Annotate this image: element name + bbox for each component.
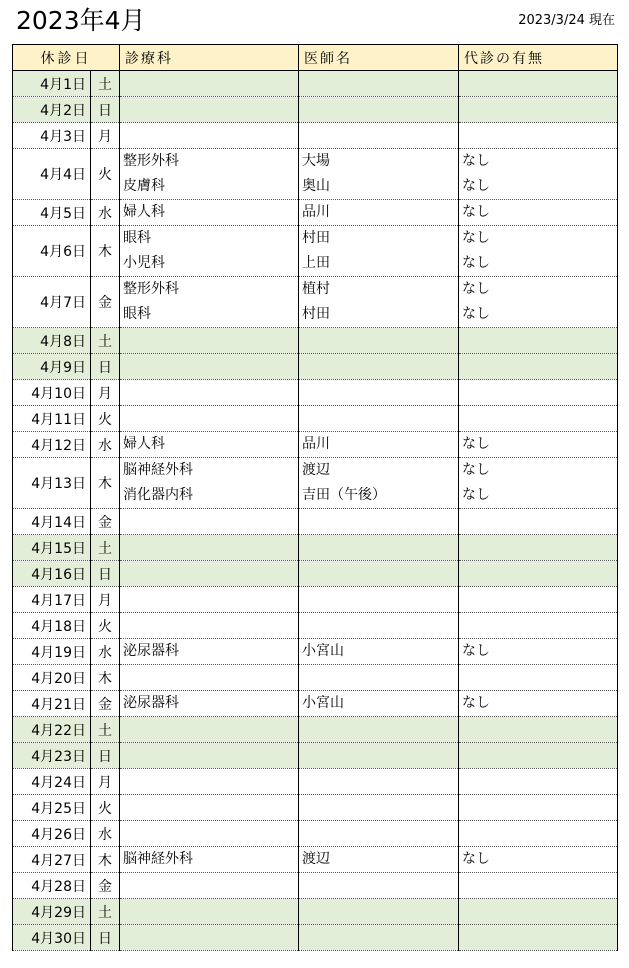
doctor-cell [299, 873, 459, 899]
table-row [13, 639, 618, 665]
department-name: 皮膚科 [123, 178, 165, 194]
substitute-cell [459, 769, 618, 795]
department-name: 消化器内科 [123, 487, 193, 503]
department-cell [120, 509, 299, 535]
table-row [13, 123, 618, 149]
substitute-cell [459, 613, 618, 639]
substitute-status: なし [462, 255, 490, 271]
doctor-cell [299, 561, 459, 587]
department-cell [120, 743, 299, 769]
weekday-cell: 月 [91, 123, 120, 149]
date-cell: 4月21日 [13, 691, 91, 717]
page-title: 2023年4月 [16, 6, 146, 35]
doctor-cell [299, 665, 459, 691]
substitute-status: なし [462, 436, 490, 452]
date-cell: 4月24日 [13, 769, 91, 795]
date-cell: 4月2日 [13, 97, 91, 123]
doctor-cell [299, 535, 459, 561]
table-row [13, 509, 618, 535]
department-name: 眼科 [123, 230, 151, 246]
substitute-cell [459, 354, 618, 380]
table-row [13, 873, 618, 899]
weekday-cell: 火 [91, 613, 120, 639]
department-name: 整形外科 [123, 281, 179, 297]
table-row [13, 769, 618, 795]
weekday-cell: 土 [91, 328, 120, 354]
doctor-cell [299, 743, 459, 769]
table-row [13, 561, 618, 587]
doctor-cell [299, 123, 459, 149]
table-row [13, 587, 618, 613]
doctor-cell [299, 380, 459, 406]
substitute-status: なし [462, 462, 490, 478]
weekday-cell: 火 [91, 406, 120, 432]
doctor-cell [299, 795, 459, 821]
date-cell: 4月29日 [13, 899, 91, 925]
weekday-cell: 日 [91, 925, 120, 951]
table-row [13, 925, 618, 951]
date-cell: 4月14日 [13, 509, 91, 535]
doctor-cell [299, 71, 459, 97]
department-name: 脳神経外科 [123, 462, 193, 478]
date-cell: 4月17日 [13, 587, 91, 613]
weekday-cell: 月 [91, 587, 120, 613]
date-cell: 4月3日 [13, 123, 91, 149]
department-cell [120, 691, 299, 717]
table-row [13, 432, 618, 458]
substitute-cell [459, 847, 618, 873]
date-cell: 4月5日 [13, 200, 91, 226]
doctor-cell [299, 432, 459, 458]
table-header-row [13, 45, 618, 71]
substitute-cell [459, 587, 618, 613]
substitute-cell [459, 97, 618, 123]
header-substitute: 代診の有無 [459, 45, 618, 71]
doctor-name: 小宮山 [302, 695, 344, 711]
department-name: 泌尿器科 [123, 695, 179, 711]
table-row [13, 200, 618, 226]
date-cell: 4月30日 [13, 925, 91, 951]
doctor-cell [299, 769, 459, 795]
department-cell [120, 380, 299, 406]
department-name: 婦人科 [123, 436, 165, 452]
doctor-cell [299, 200, 459, 226]
weekday-cell: 木 [91, 458, 120, 509]
date-cell: 4月10日 [13, 380, 91, 406]
weekday-cell: 日 [91, 354, 120, 380]
table-row [13, 354, 618, 380]
substitute-status: なし [462, 281, 490, 297]
date-cell: 4月27日 [13, 847, 91, 873]
weekday-cell: 日 [91, 743, 120, 769]
table-row [13, 847, 618, 873]
doctor-name: 品川 [302, 204, 330, 220]
table-row [13, 743, 618, 769]
substitute-status: なし [462, 153, 490, 169]
date-cell: 4月25日 [13, 795, 91, 821]
substitute-status: なし [462, 306, 490, 322]
weekday-cell: 火 [91, 149, 120, 200]
department-cell [120, 97, 299, 123]
department-cell [120, 535, 299, 561]
doctor-cell [299, 691, 459, 717]
weekday-cell: 日 [91, 561, 120, 587]
table-row [13, 691, 618, 717]
date-cell: 4月12日 [13, 432, 91, 458]
table-row [13, 821, 618, 847]
date-cell: 4月26日 [13, 821, 91, 847]
weekday-cell: 金 [91, 873, 120, 899]
doctor-cell [299, 899, 459, 925]
doctor-cell [299, 277, 459, 328]
weekday-cell: 土 [91, 71, 120, 97]
substitute-status: なし [462, 204, 490, 220]
substitute-cell [459, 535, 618, 561]
doctor-cell [299, 925, 459, 951]
substitute-cell [459, 925, 618, 951]
doctor-name: 上田 [302, 255, 330, 271]
as-of-date: 2023/3/24 現在 [518, 13, 615, 28]
weekday-cell: 水 [91, 821, 120, 847]
substitute-cell [459, 406, 618, 432]
department-cell [120, 354, 299, 380]
weekday-cell: 水 [91, 200, 120, 226]
substitute-status: なし [462, 178, 490, 194]
substitute-cell [459, 821, 618, 847]
weekday-cell: 土 [91, 535, 120, 561]
doctor-name: 品川 [302, 436, 330, 452]
department-cell [120, 123, 299, 149]
date-cell: 4月19日 [13, 639, 91, 665]
date-cell: 4月6日 [13, 226, 91, 277]
weekday-cell: 水 [91, 639, 120, 665]
substitute-cell [459, 71, 618, 97]
substitute-cell [459, 380, 618, 406]
department-cell [120, 795, 299, 821]
table-row [13, 665, 618, 691]
substitute-cell [459, 717, 618, 743]
doctor-cell [299, 613, 459, 639]
substitute-status: なし [462, 851, 490, 867]
substitute-cell [459, 561, 618, 587]
table-row [13, 149, 618, 200]
doctor-cell [299, 97, 459, 123]
date-cell: 4月15日 [13, 535, 91, 561]
department-cell [120, 277, 299, 328]
doctor-name: 大場 [302, 153, 330, 169]
department-cell [120, 769, 299, 795]
doctor-cell [299, 847, 459, 873]
substitute-cell [459, 458, 618, 509]
substitute-status: なし [462, 487, 490, 503]
doctor-name: 渡辺 [302, 462, 330, 478]
department-cell [120, 561, 299, 587]
doctor-cell [299, 717, 459, 743]
substitute-cell [459, 509, 618, 535]
department-name: 婦人科 [123, 204, 165, 220]
table-row [13, 406, 618, 432]
weekday-cell: 日 [91, 97, 120, 123]
table-row [13, 795, 618, 821]
doctor-cell [299, 587, 459, 613]
department-name: 整形外科 [123, 153, 179, 169]
doctor-name: 奥山 [302, 178, 330, 194]
department-cell [120, 899, 299, 925]
table-row [13, 613, 618, 639]
weekday-cell: 土 [91, 717, 120, 743]
table-row [13, 97, 618, 123]
substitute-cell [459, 328, 618, 354]
date-cell: 4月28日 [13, 873, 91, 899]
doctor-cell [299, 328, 459, 354]
doctor-cell [299, 406, 459, 432]
doctor-cell [299, 639, 459, 665]
substitute-cell [459, 691, 618, 717]
doctor-cell [299, 509, 459, 535]
date-cell: 4月13日 [13, 458, 91, 509]
table-row [13, 899, 618, 925]
department-cell [120, 665, 299, 691]
table-row [13, 717, 618, 743]
date-cell: 4月11日 [13, 406, 91, 432]
doctor-name: 植村 [302, 281, 330, 297]
closure-schedule-table [12, 44, 618, 951]
substitute-status: なし [462, 230, 490, 246]
doctor-name: 小宮山 [302, 643, 344, 659]
department-cell [120, 328, 299, 354]
substitute-cell [459, 277, 618, 328]
substitute-status: なし [462, 695, 490, 711]
table-row [13, 458, 618, 509]
department-cell [120, 717, 299, 743]
doctor-cell [299, 354, 459, 380]
weekday-cell: 木 [91, 847, 120, 873]
table-row [13, 535, 618, 561]
doctor-name: 村田 [302, 230, 330, 246]
table-row [13, 71, 618, 97]
substitute-cell [459, 149, 618, 200]
date-cell: 4月4日 [13, 149, 91, 200]
department-name: 眼科 [123, 306, 151, 322]
weekday-cell: 月 [91, 380, 120, 406]
doctor-name: 吉田（午後） [302, 487, 386, 503]
department-cell [120, 613, 299, 639]
date-cell: 4月23日 [13, 743, 91, 769]
department-name: 小児科 [123, 255, 165, 271]
department-cell [120, 587, 299, 613]
substitute-cell [459, 743, 618, 769]
department-cell [120, 71, 299, 97]
date-cell: 4月22日 [13, 717, 91, 743]
doctor-cell [299, 458, 459, 509]
header-department: 診療科 [120, 45, 299, 71]
table-row [13, 328, 618, 354]
date-cell: 4月20日 [13, 665, 91, 691]
doctor-cell [299, 226, 459, 277]
weekday-cell: 金 [91, 691, 120, 717]
weekday-cell: 月 [91, 769, 120, 795]
substitute-cell [459, 226, 618, 277]
substitute-cell [459, 899, 618, 925]
department-name: 泌尿器科 [123, 643, 179, 659]
substitute-cell [459, 432, 618, 458]
weekday-cell: 火 [91, 795, 120, 821]
department-cell [120, 873, 299, 899]
substitute-cell [459, 665, 618, 691]
table-row [13, 277, 618, 328]
substitute-cell [459, 639, 618, 665]
department-cell [120, 821, 299, 847]
header-closure-date: 休診日 [13, 45, 120, 71]
weekday-cell: 土 [91, 899, 120, 925]
substitute-cell [459, 123, 618, 149]
doctor-cell [299, 149, 459, 200]
substitute-status: なし [462, 643, 490, 659]
doctor-name: 渡辺 [302, 851, 330, 867]
substitute-cell [459, 873, 618, 899]
header-doctor: 医師名 [299, 45, 459, 71]
weekday-cell: 水 [91, 432, 120, 458]
department-cell [120, 200, 299, 226]
department-cell [120, 226, 299, 277]
table-row [13, 226, 618, 277]
date-cell: 4月16日 [13, 561, 91, 587]
department-cell [120, 847, 299, 873]
substitute-cell [459, 200, 618, 226]
department-cell [120, 432, 299, 458]
table-row [13, 380, 618, 406]
date-cell: 4月7日 [13, 277, 91, 328]
weekday-cell: 木 [91, 665, 120, 691]
date-cell: 4月1日 [13, 71, 91, 97]
substitute-cell [459, 795, 618, 821]
department-cell [120, 149, 299, 200]
date-cell: 4月9日 [13, 354, 91, 380]
department-cell [120, 925, 299, 951]
date-cell: 4月8日 [13, 328, 91, 354]
department-cell [120, 458, 299, 509]
department-cell [120, 406, 299, 432]
doctor-name: 村田 [302, 306, 330, 322]
date-cell: 4月18日 [13, 613, 91, 639]
doctor-cell [299, 821, 459, 847]
department-cell [120, 639, 299, 665]
department-name: 脳神経外科 [123, 851, 193, 867]
weekday-cell: 木 [91, 226, 120, 277]
weekday-cell: 金 [91, 509, 120, 535]
weekday-cell: 金 [91, 277, 120, 328]
